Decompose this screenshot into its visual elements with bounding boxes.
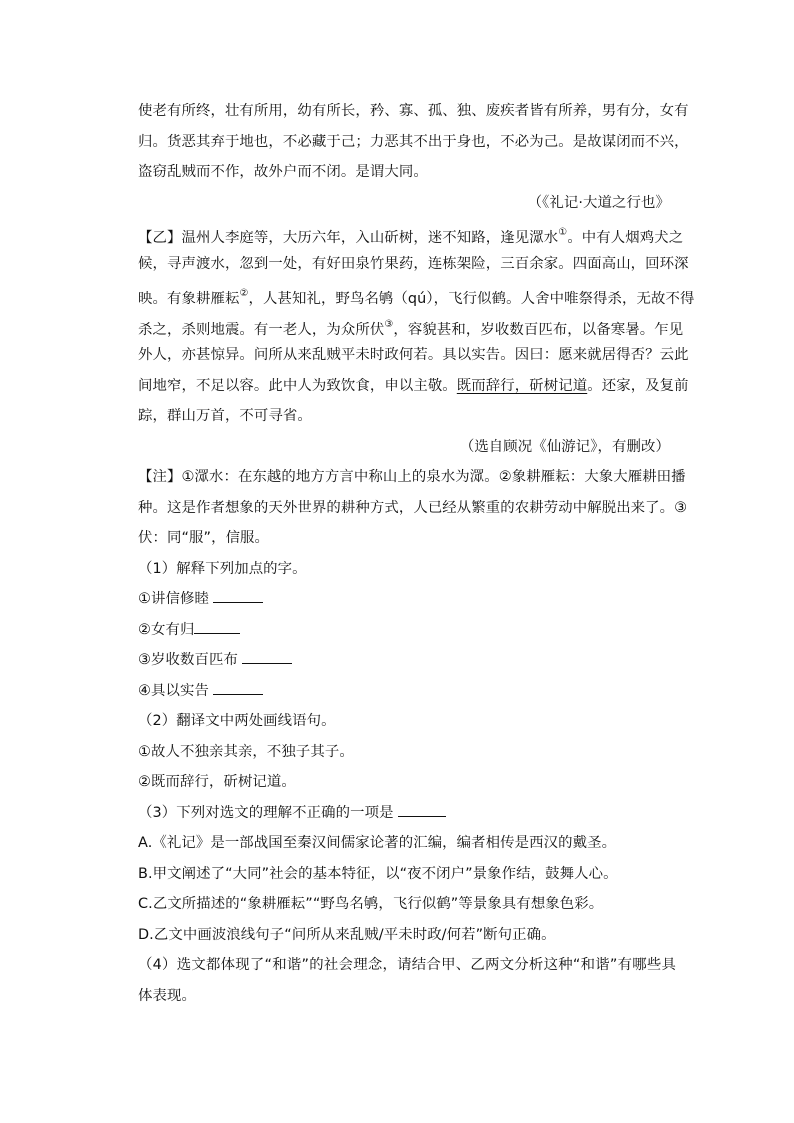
yi-text-line-5: 外人，亦甚惊异。问所从来乱贼平未时政何若。具以实告。因曰：愿来就居得否？云此 bbox=[138, 347, 689, 363]
q3-stem bbox=[138, 798, 676, 829]
q4-line-2: 体表现。 bbox=[138, 987, 196, 1004]
yi-text-segment: 。中有人烟鸡犬之 bbox=[567, 230, 684, 246]
yi-text-segment: ，容貌甚和，岁收数百匹布，以备寒暑。乍见 bbox=[393, 321, 684, 338]
q3-option-c: C.乙文所描述的“象耕雁耘”“野鸟名鸲，飞行似鹤”等景象具有想象色彩。 bbox=[138, 896, 604, 912]
yi-source: （选自顾况《仙游记》，有删改） bbox=[459, 438, 670, 455]
yi-text-segment: 杀之，杀则地震。有一老人，为众所伏 bbox=[138, 321, 385, 338]
answer-blank[interactable] bbox=[242, 662, 292, 664]
q1-item-4 bbox=[138, 676, 676, 707]
q1-stem: （1）解释下列加点的字。 bbox=[138, 560, 307, 577]
q1-item-text: ③岁收数百匹布 bbox=[138, 652, 238, 668]
yi-text-segment: ，人甚知礼，野鸟名鸲（qú），飞行似鹤。人舍中唯祭得杀，无故不得 bbox=[248, 291, 695, 307]
q2-stem: （2）翻译文中两处画线语句。 bbox=[138, 713, 336, 729]
q4-line-1: （4）选文都体现了“和谐”的社会理念，请结合甲、乙两文分析这种“和谐”有哪些具 bbox=[138, 957, 676, 973]
q1-item-3 bbox=[138, 645, 676, 676]
q2-item-2: ②既而辞行，斫树记道。 bbox=[138, 774, 296, 790]
answer-blank[interactable] bbox=[194, 632, 240, 634]
underlined-sentence: 既而辞行，斫树记道 bbox=[456, 377, 588, 394]
jia-source: （《礼记·大道之行也》 bbox=[527, 194, 670, 211]
yi-text-segment: 映。有象耕雁耘 bbox=[138, 291, 240, 307]
yi-text-segment: 【乙】温州人李庭等，大历六年，入山斫树，迷不知路，逢见潀水 bbox=[138, 230, 559, 246]
q1-item-1 bbox=[138, 584, 676, 615]
notes-line-1: 【注】①潀水：在东越的地方方言中称山上的泉水为潀。②象耕雁耘：大象大雁耕田播 bbox=[138, 469, 686, 485]
yi-text-segment: 。还家，及复前 bbox=[587, 377, 689, 394]
yi-text-line-7: 踪，群山万首，不可寻省。 bbox=[138, 408, 312, 424]
footnote-marker-1: ① bbox=[558, 227, 568, 238]
yi-text-segment: 间地窄，不足以容。此中人为致饮食，申以主敬。 bbox=[138, 377, 457, 394]
q3-option-d: D.乙文中画波浪线句子“问所从来乱贼/平未时政/何若”断句正确。 bbox=[138, 926, 556, 943]
answer-blank[interactable] bbox=[398, 815, 446, 817]
q3-option-a: A.《礼记》是一部战国至秦汉间儒家论著的汇编，编者相传是西汉的戴圣。 bbox=[138, 835, 617, 851]
footnote-marker-3: ③ bbox=[384, 318, 394, 330]
yi-text-line-4 bbox=[138, 310, 684, 341]
yi-text-line-6 bbox=[138, 371, 689, 402]
jia-text-line-2: 归。货恶其弃于地也，不必藏于己；力恶其不出于身也，不必为己。是故谋闭而不兴， bbox=[138, 133, 689, 150]
q1-item-text: ②女有归 bbox=[138, 621, 195, 638]
yi-text-line-2: 候，寻声渡水，忽到一处，有好田泉竹果药，连栋架险，三百余家。四面高山，回环深 bbox=[138, 255, 689, 272]
q1-item-2 bbox=[138, 615, 676, 646]
yi-text-line-1 bbox=[138, 218, 684, 249]
answer-blank[interactable] bbox=[213, 601, 263, 603]
answer-blank[interactable] bbox=[213, 693, 263, 695]
q2-item-1: ①故人不独亲其亲，不独子其子。 bbox=[138, 743, 354, 760]
jia-text-line-1: 使老有所终，壮有所用，幼有所长，矜、寡、孤、独、废疾者皆有所养，男有分，女有 bbox=[138, 103, 689, 119]
notes-line-3: 伏：同“服”，信服。 bbox=[138, 530, 270, 546]
q1-item-text: ①讲信修睦 bbox=[138, 591, 209, 607]
notes-line-2: 种。这是作者想象的天外世界的耕种方式，人已经从繁重的农耕劳动中解脱出来了。③ bbox=[138, 499, 688, 516]
yi-text-line-3 bbox=[138, 279, 695, 310]
q3-option-b: B.甲文阐述了“大同”社会的基本特征，以“夜不闭户”景象作结，鼓舞人心。 bbox=[138, 865, 618, 882]
jia-text-line-3: 盗窃乱贼而不作，故外户而不闭。是谓大同。 bbox=[138, 164, 428, 180]
passage-content bbox=[138, 96, 695, 1011]
q1-item-text: ④具以实告 bbox=[138, 682, 209, 699]
q3-stem-text: （3）下列对选文的理解不正确的一项是 bbox=[138, 804, 394, 821]
footnote-marker-2: ② bbox=[239, 288, 249, 299]
